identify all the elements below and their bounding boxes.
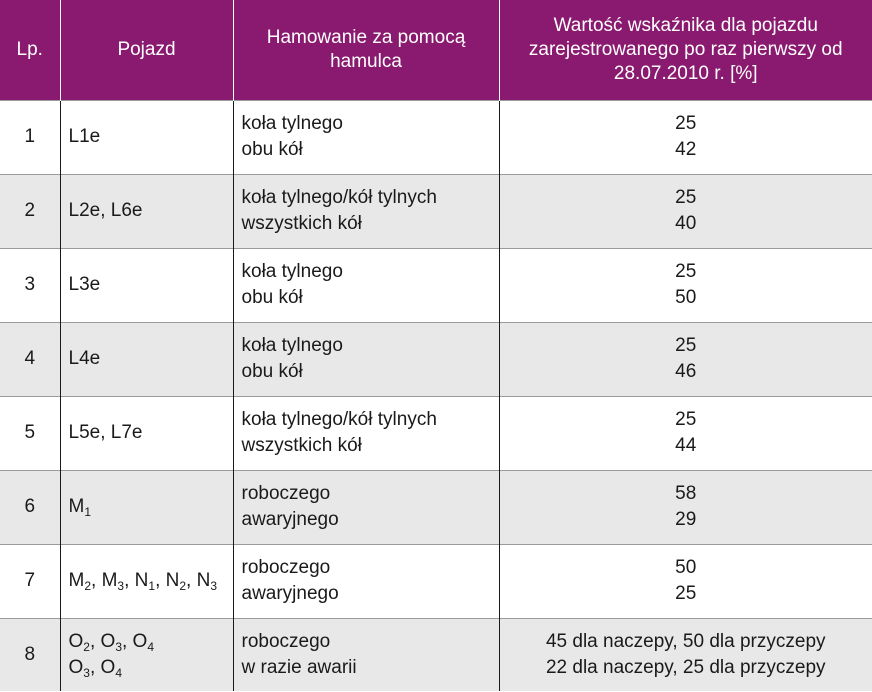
vehicle-subscript: 3 xyxy=(210,579,217,593)
value-line: 25 xyxy=(675,583,697,604)
vehicle-text: L4e xyxy=(68,348,101,369)
vehicle-text: L5e, L7e xyxy=(68,422,143,443)
vehicle-cell xyxy=(60,248,233,322)
row-number: 4 xyxy=(0,322,60,396)
vehicle-text: , O xyxy=(89,630,116,652)
vehicle-line xyxy=(69,629,225,655)
table-header-row xyxy=(0,0,872,100)
row-number: 2 xyxy=(0,174,60,248)
value-line: 45 dla naczepy, 50 dla przyczepy xyxy=(545,630,826,652)
vehicle-subscript: 3 xyxy=(117,579,125,593)
header-vehicle: Pojazd xyxy=(60,0,233,100)
vehicle-subscript: 3 xyxy=(115,639,122,654)
value-line: 25 xyxy=(675,113,697,134)
table-body xyxy=(0,100,872,691)
vehicle-line xyxy=(69,124,225,150)
vehicle-subscript: 4 xyxy=(147,639,155,654)
value-cell xyxy=(499,322,872,396)
vehicle-subscript: 3 xyxy=(83,665,90,680)
braking-line: wszystkich kół xyxy=(241,213,362,234)
row-number: 6 xyxy=(0,470,60,544)
vehicle-cell xyxy=(60,618,233,691)
value-line: 25 xyxy=(675,409,697,430)
header-lp: Lp. xyxy=(0,0,60,100)
header-value: Wartość wskaźnika dla pojazdu zarejestrowanego po raz pierwszy od 28.07.2010 r. [%] xyxy=(499,0,872,100)
vehicle-subscript: 2 xyxy=(84,579,92,593)
value-cell xyxy=(499,396,872,470)
vehicle-text: , N xyxy=(155,570,180,591)
braking-cell xyxy=(233,322,499,396)
braking-line: w razie awarii xyxy=(241,656,357,678)
table-row xyxy=(0,322,872,396)
value-cell xyxy=(499,544,872,618)
vehicle-cell xyxy=(60,544,233,618)
vehicle-cell xyxy=(60,322,233,396)
vehicle-text: L1e xyxy=(68,126,101,147)
value-line: 25 xyxy=(675,261,697,282)
value-cell xyxy=(499,618,872,691)
table-row xyxy=(0,174,872,248)
value-line: 42 xyxy=(675,139,697,160)
row-number: 1 xyxy=(0,100,60,174)
value-cell xyxy=(499,100,872,174)
vehicle-subscript: 2 xyxy=(179,579,187,593)
header-braking: Hamowanie za pomocą hamulca xyxy=(233,0,499,100)
vehicle-line xyxy=(69,272,225,298)
braking-line: wszystkich kół xyxy=(241,435,362,456)
vehicle-line xyxy=(69,198,225,224)
value-line: 50 xyxy=(675,557,697,578)
braking-cell xyxy=(233,396,499,470)
vehicle-cell xyxy=(60,470,233,544)
braking-cell xyxy=(233,100,499,174)
braking-line: awaryjnego xyxy=(241,509,339,530)
braking-line: roboczego xyxy=(241,557,331,578)
value-line: 44 xyxy=(675,435,697,456)
braking-line: obu kół xyxy=(241,361,303,382)
row-number: 3 xyxy=(0,248,60,322)
braking-line: awaryjnego xyxy=(241,583,339,604)
vehicle-line xyxy=(69,494,225,520)
vehicle-cell xyxy=(60,174,233,248)
braking-line: koła tylnego/kół tylnych xyxy=(241,409,437,430)
vehicle-subscript: 1 xyxy=(148,579,156,593)
braking-line: koła tylnego xyxy=(241,113,343,134)
vehicle-text: L2e, L6e xyxy=(68,200,143,221)
vehicle-text: , N xyxy=(186,570,211,591)
vehicle-cell xyxy=(60,100,233,174)
vehicle-line xyxy=(69,568,225,594)
value-line: 58 xyxy=(675,483,697,504)
table-row xyxy=(0,470,872,544)
vehicle-text: M xyxy=(68,570,85,591)
value-cell xyxy=(499,174,872,248)
row-number: 5 xyxy=(0,396,60,470)
value-cell xyxy=(499,248,872,322)
braking-cell xyxy=(233,544,499,618)
row-number: 8 xyxy=(0,618,60,691)
braking-line: koła tylnego xyxy=(241,261,343,282)
vehicle-text: O xyxy=(68,656,84,678)
table-row xyxy=(0,248,872,322)
table-row xyxy=(0,396,872,470)
vehicle-subscript: 1 xyxy=(84,505,92,519)
vehicle-subscript: 2 xyxy=(83,639,90,654)
braking-line: obu kół xyxy=(241,287,303,308)
vehicle-text: , M xyxy=(91,570,118,591)
value-line: 25 xyxy=(675,187,697,208)
table-row xyxy=(0,544,872,618)
value-line: 25 xyxy=(675,335,697,356)
vehicle-line xyxy=(69,420,225,446)
vehicle-cell xyxy=(60,396,233,470)
vehicle-text: O xyxy=(68,630,84,652)
braking-cell xyxy=(233,248,499,322)
braking-line: obu kół xyxy=(241,139,303,160)
braking-line: roboczego xyxy=(241,483,331,504)
vehicle-text: L3e xyxy=(68,274,101,295)
braking-line: koła tylnego xyxy=(241,335,343,356)
vehicle-text: , O xyxy=(89,656,116,678)
vehicle-subscript: 4 xyxy=(115,665,122,680)
value-cell xyxy=(499,470,872,544)
value-line: 22 dla naczepy, 25 dla przyczepy xyxy=(545,656,826,678)
value-line: 40 xyxy=(675,213,697,234)
braking-cell xyxy=(233,174,499,248)
vehicle-line xyxy=(69,655,225,681)
vehicle-text: , O xyxy=(122,630,148,652)
braking-line: roboczego xyxy=(241,630,331,652)
braking-line: koła tylnego/kół tylnych xyxy=(241,187,437,208)
value-line: 29 xyxy=(675,509,697,530)
value-line: 46 xyxy=(675,361,697,382)
vehicle-text: , N xyxy=(124,570,149,591)
braking-cell xyxy=(233,470,499,544)
braking-cell xyxy=(233,618,499,691)
vehicle-line xyxy=(69,346,225,372)
row-number: 7 xyxy=(0,544,60,618)
table-row xyxy=(0,618,872,691)
vehicle-text: M xyxy=(68,496,85,517)
value-line: 50 xyxy=(675,287,697,308)
table-row xyxy=(0,100,872,174)
